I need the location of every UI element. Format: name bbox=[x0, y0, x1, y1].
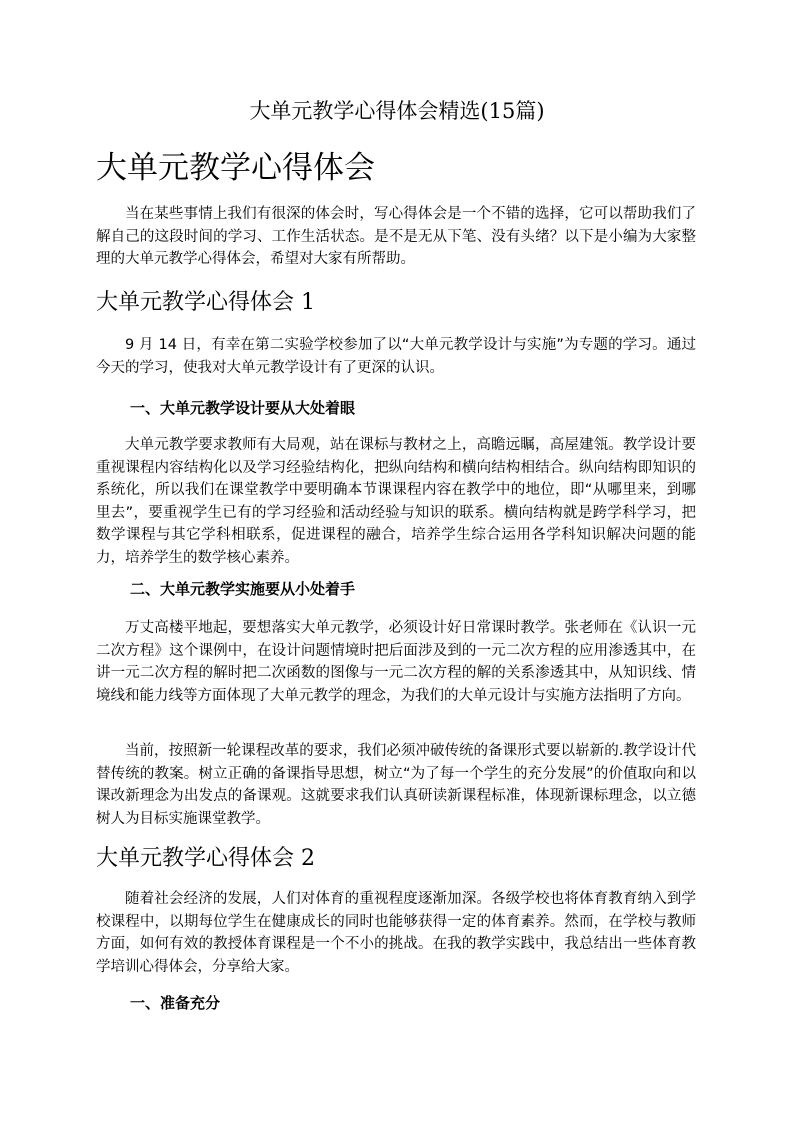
section-2-paragraph-1: 随着社会经济的发展，人们对体育的重视程度逐渐加深。各级学校也将体育教育纳入到学校课程中，以期每位学生在健康成长的同时也能够获得一定的体育素养。然而，在学校与教师方面，如何有效的教授体育课程是一个不小的挑战。在我的教学实践中，我总结出一些体育教学培训心得体会，分享给大家。 bbox=[96, 891, 696, 975]
section-1-heading: 大单元教学心得体会 1 bbox=[96, 290, 315, 315]
document-title: 大单元教学心得体会精选(15篇) bbox=[249, 99, 545, 123]
section-1-paragraph-1: 9 月 14 日，有幸在第二实验学校参加了以“大单元教学设计与实施”为专题的学习。通过今天的学习，使我对大单元教学设计有了更深的认识。 bbox=[96, 337, 696, 376]
main-heading: 大单元教学心得体会 bbox=[96, 150, 375, 186]
section-1-paragraph-4: 当前，按照新一轮课程改革的要求，我们必须冲破传统的备课形式要以崭新的.教学设计代替传统的教案。树立正确的备课指导思想，树立“为了每一个学生的充分发展”的价值取向和以课改新理念为出发点的备课观。这就要求我们认真研读新课程标准，体现新课标理念，以立德树人为目标实施课堂教学。 bbox=[96, 743, 696, 827]
section-2-subheading-1: 一、准备充分 bbox=[130, 994, 221, 1012]
section-1-paragraph-2: 大单元教学要求教师有大局观，站在课标与教材之上，高瞻远瞩，高屋建瓴。教学设计要重视课程内容结构化以及学习经验结构化，把纵向结构和横向结构相结合。纵向结构即知识的系统化，所以我们在课堂教学中要明确本节课课程内容在教学中的地位，即“从哪里来，到哪里去”，要重视学生已有的学习经验和活动经验与知识的联系。横向结构就是跨学科学习，把数学课程与其它学科相联系，促进课程的融合，培养学生综合运用各学科知识解决问题的能力，培养学生的数学核心素养。 bbox=[96, 437, 696, 566]
section-2-heading: 大单元教学心得体会 2 bbox=[96, 846, 315, 871]
section-1-subheading-2: 二、大单元教学实施要从小处着手 bbox=[130, 580, 356, 598]
section-1-subheading-1: 一、大单元教学设计要从大处着眼 bbox=[130, 399, 356, 417]
section-1-paragraph-3: 万丈高楼平地起，要想落实大单元教学，必须设计好日常课时教学。张老师在《认识一元二次方程》这个课例中，在设计问题情境时把后面涉及到的一元二次方程的应用渗透其中，在讲一元二次方程的解时把二次函数的图像与一元二次方程的解的关系渗透其中，从知识线、情境线和能力线等方面体现了大单元教学的理念，为我们的大单元设计与实施方法指明了方向。 bbox=[96, 620, 696, 704]
intro-paragraph: 当在某些事情上我们有很深的体会时，写心得体会是一个不错的选择，它可以帮助我们了解自己的这段时间的学习、工作生活状态。是不是无从下笔、没有头绪？以下是小编为大家整理的大单元教学心得体会，希望对大家有所帮助。 bbox=[96, 206, 696, 267]
